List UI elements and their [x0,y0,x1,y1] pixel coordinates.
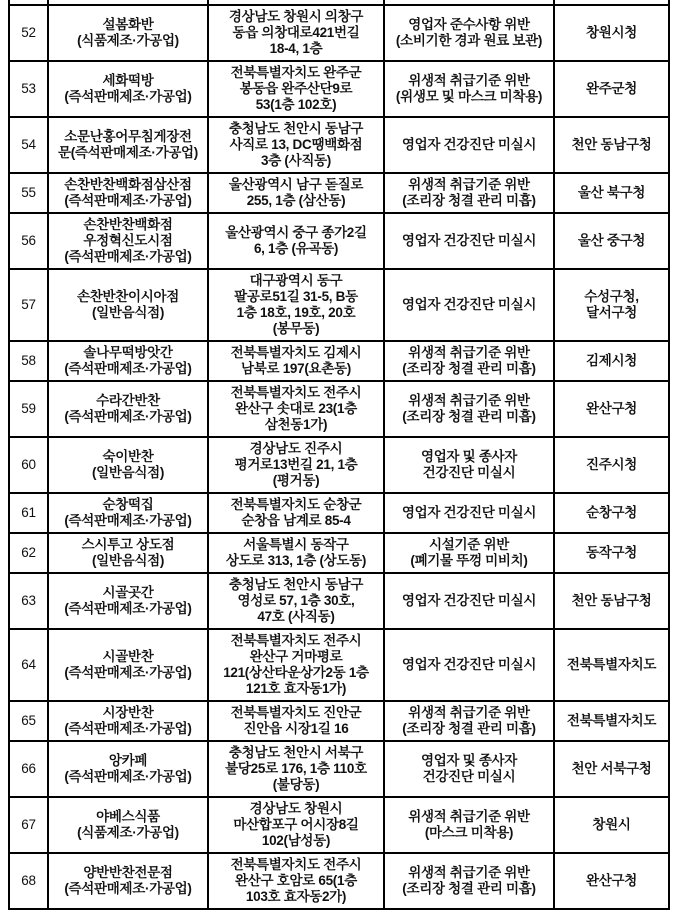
address-cell-line: 완산구 호암로 65(1층 [235,873,357,888]
violation-cell-line: (조리장 청결 관리 미흡) [402,193,536,208]
business-name-cell-line: (일반음식점) [91,465,165,480]
business-name-cell [48,533,208,573]
address-cell-line: 전북특별자치도 순창군 [230,497,362,512]
violation-cell [384,573,554,629]
address-cell [208,269,384,341]
violation-cell-line: 영업자 건강진단 미실시 [401,505,537,520]
agency-cell [554,853,669,909]
business-name-cell-line: (즉석판매제조·가공업) [64,513,192,528]
address-cell-line: 255, 1층 (삼산동) [246,193,346,208]
table-row [9,381,669,437]
address-cell-line: 울산광역시 남구 돋질로 [228,177,364,192]
business-name-cell [48,61,208,117]
business-name-cell-line: (즉석판매제조·가공업) [64,769,192,784]
business-name-cell-line: 설봄화반 [102,17,154,32]
violation-cell [384,61,554,117]
violation-cell-line: 영업자 건강진단 미실시 [401,297,537,312]
violation-cell-line: 영업자 건강진단 미실시 [401,137,537,152]
address-cell-line: 충청남도 천안시 서북구 [228,745,364,760]
address-cell-line: 순창읍 남계로 85-4 [241,513,351,528]
business-name-cell-line: (일반음식점) [91,553,165,568]
address-cell-line: 완산구 거마평로 [249,649,343,664]
row-number: 60 [9,437,48,493]
address-cell-line: 전북특별자치도 전주시 [230,385,362,400]
business-name-cell-line: 손찬반찬이시아점 [77,289,179,304]
violation-cell [384,341,554,381]
violation-cell-line: (조리장 청결 관리 미흡) [402,721,536,736]
violation-cell [384,797,554,853]
violation-cell-line: (폐기물 뚜껑 미비치) [410,553,528,568]
table-row [9,741,669,797]
business-name-cell [48,853,208,909]
table-row [9,573,669,629]
table-row [9,797,669,853]
address-cell [208,701,384,741]
address-cell-line: (봉무동) [272,321,320,336]
business-name-cell-line: 소문난홍어무침게장전 [64,129,192,144]
violation-cell [384,117,554,173]
address-cell-line: 경상남도 창원시 의창구 [228,9,364,24]
address-cell-line: 53(1층 102호) [255,97,337,112]
address-cell [208,797,384,853]
business-name-cell-line: (즉석판매제조·가공업) [64,665,192,680]
address-cell-line: 봉동읍 완주산단9로 [239,81,353,96]
address-cell-line: 121(상산타운상가2동 1층 [223,665,369,680]
business-name-cell-line: 양반반찬전문점 [83,865,173,880]
row-number: 61 [9,493,48,533]
address-cell-line: 경상남도 창원시 [249,801,343,816]
agency-cell [554,269,669,341]
address-cell-line: 전북특별자치도 전주시 [230,633,362,648]
row-number: 52 [9,5,48,61]
address-cell [208,173,384,213]
agency-cell [554,701,669,741]
business-name-cell-line: 시골반찬 [102,649,154,664]
business-name-cell-line: (즉석판매제조·가공업) [64,721,192,736]
agency-cell [554,741,669,797]
business-name-cell-line: (즉석판매제조·가공업) [64,249,192,264]
violation-cell [384,5,554,61]
address-cell-line: 서울특별시 동작구 [243,537,349,552]
business-name-cell [48,437,208,493]
violation-cell [384,701,554,741]
violation-cell [384,381,554,437]
address-cell-line: 47호 (사직동) [257,609,335,624]
violation-cell-line: (위생모 및 마스크 미착용) [395,89,543,104]
agency-cell [554,381,669,437]
business-name-cell-line: 순창떡집 [102,497,154,512]
address-cell-line: 121호 효자동1가) [245,681,347,696]
address-cell [208,533,384,573]
business-name-cell-line: 앙카페 [108,753,148,768]
business-name-cell-line: 손찬반찬백화점삼산점 [64,177,192,192]
violation-cell-line: 영업자 건강진단 미실시 [401,233,537,248]
agency-cell-line: 천안 동남구청 [571,137,652,152]
address-cell-line: 전북특별자치도 완주군 [230,65,362,80]
address-cell-line: 팔공로51길 31-5, B동 [234,289,358,304]
address-cell-line: 전북특별자치도 김제시 [230,345,362,360]
business-name-cell-line: (즉석판매제조·가공업) [64,409,192,424]
business-name-cell [48,629,208,701]
row-number: 68 [9,853,48,909]
address-cell [208,341,384,381]
row-number: 67 [9,797,48,853]
table-row [9,853,669,909]
agency-cell-line: 전북특별자치도 [566,713,657,728]
violation-cell-line: 위생적 취급기준 위반 [408,345,530,360]
address-cell [208,573,384,629]
address-cell-line: 완산구 솟대로 23(1층 [235,401,357,416]
address-cell-line: 전북특별자치도 전주시 [230,857,362,872]
row-number: 65 [9,701,48,741]
agency-cell-line: 천안 서북구청 [571,761,652,776]
business-name-cell-line: (즉석판매제조·가공업) [64,361,192,376]
table-row [9,269,669,341]
violation-cell [384,437,554,493]
agency-cell [554,213,669,269]
business-name-cell-line: (즉석판매제조·가공업) [64,89,192,104]
address-cell-line: 마산합포구 어시장8길 [233,817,359,832]
agency-cell-line: 울산 중구청 [577,233,646,248]
business-name-cell-line: 스시투고 상도점 [81,537,175,552]
agency-cell-line: 창원시 [592,817,631,832]
business-name-cell-line: (즉석판매제조·가공업) [64,193,192,208]
table-row [9,533,669,573]
violation-cell [384,853,554,909]
agency-cell [554,117,669,173]
address-cell [208,5,384,61]
address-cell [208,381,384,437]
business-name-cell-line: 세화떡방 [102,73,154,88]
table-row [9,701,669,741]
violation-cell-line: 위생적 취급기준 위반 [408,809,530,824]
violation-cell-line: 위생적 취급기준 위반 [408,177,530,192]
violation-cell-line: 위생적 취급기준 위반 [408,705,530,720]
violation-cell-line: 영업자 및 종사자 [420,449,518,464]
address-cell-line: 평거로13번길 21, 1층 [234,457,358,472]
table-row [9,493,669,533]
row-number: 66 [9,741,48,797]
address-cell [208,493,384,533]
business-name-cell [48,797,208,853]
agency-cell-line: 진주시청 [586,457,637,472]
business-name-cell-line: 숙이반찬 [102,449,154,464]
row-number: 63 [9,573,48,629]
business-name-cell-line: 야베스식품 [96,809,160,824]
violation-cell [384,173,554,213]
row-number: 56 [9,213,48,269]
violation-cell [384,629,554,701]
address-cell [208,437,384,493]
address-cell [208,213,384,269]
violations-table-body [9,0,669,909]
agency-cell-line: 김제시청 [586,353,637,368]
table-row [9,5,669,61]
address-cell-line: 남북로 197(요촌동) [241,361,351,376]
violation-cell-line: (조리장 청결 관리 미흡) [402,881,536,896]
address-cell [208,741,384,797]
business-name-cell [48,5,208,61]
address-cell [208,629,384,701]
violation-cell-line: 영업자 준수사항 위반 [408,17,530,32]
row-number: 53 [9,61,48,117]
violation-cell-line: (마스크 미착용) [424,825,514,840]
table-row [9,213,669,269]
agency-cell [554,173,669,213]
address-cell-line: 전북특별자치도 진안군 [230,705,362,720]
business-name-cell [48,573,208,629]
violation-cell [384,269,554,341]
agency-cell [554,5,669,61]
business-name-cell [48,213,208,269]
table-row [9,173,669,213]
business-name-cell-line: (즉석판매제조·가공업) [64,601,192,616]
violation-cell [384,533,554,573]
violation-cell-line: 위생적 취급기준 위반 [408,73,530,88]
address-cell-line: 진안읍 시장1길 16 [243,721,349,736]
address-cell-line: 영성로 57, 1층 30호, [237,593,355,608]
agency-cell [554,573,669,629]
business-name-cell-line: (식품제조·가공업) [77,33,179,48]
table-row [9,117,669,173]
agency-cell [554,61,669,117]
row-number: 64 [9,629,48,701]
address-cell-line: 충청남도 천안시 동남구 [228,577,364,592]
address-cell-line: 동읍 의창대로421번길 [232,25,360,40]
violation-cell-line: (조리장 청결 관리 미흡) [402,409,536,424]
business-name-cell [48,117,208,173]
agency-cell [554,797,669,853]
address-cell-line: 18-4, 1층 [269,41,323,56]
violation-cell-line: 위생적 취급기준 위반 [408,393,530,408]
business-name-cell [48,269,208,341]
violation-cell-line: (조리장 청결 관리 미흡) [402,361,536,376]
address-cell-line: 상도로 313, 1층 (상도동) [225,553,367,568]
table-row [9,437,669,493]
address-cell [208,853,384,909]
business-name-cell-line: 솔나무떡방앗간 [83,345,173,360]
violation-cell [384,213,554,269]
row-number: 54 [9,117,48,173]
agency-cell [554,629,669,701]
agency-cell-line: 천안 동남구청 [571,593,652,608]
agency-cell-line: 달서구청 [586,305,637,320]
violation-cell-line: 건강진단 미실시 [422,769,516,784]
address-cell-line: 3층 (사직동) [260,153,331,168]
agency-cell [554,341,669,381]
business-name-cell [48,341,208,381]
business-name-cell-line: 손찬반찬백화점 [83,217,173,232]
address-cell [208,61,384,117]
violations-table [8,0,670,910]
violation-cell-line: (소비기한 경과 원료 보관) [395,33,543,48]
row-number: 57 [9,269,48,341]
address-cell [208,117,384,173]
address-cell-line: (불당동) [272,777,320,792]
violation-cell-line: 영업자 건강진단 미실시 [401,657,537,672]
business-name-cell-line: 문(즉석판매제조·가공업) [58,145,198,160]
agency-cell [554,437,669,493]
address-cell-line: 1층 18호, 19호, 20호 [236,305,356,320]
address-cell-line: 대구광역시 동구 [249,273,343,288]
business-name-cell-line: 수라간반찬 [96,393,160,408]
business-name-cell [48,493,208,533]
address-cell-line: 103호 효자동2가) [245,889,347,904]
address-cell-line: 삼천동1가) [264,417,328,432]
business-name-cell [48,741,208,797]
row-number: 62 [9,533,48,573]
business-name-cell-line: (즉석판매제조·가공업) [64,881,192,896]
violation-cell-line: 영업자 및 종사자 [420,753,518,768]
business-name-cell-line: 시골곳간 [102,585,154,600]
row-number: 55 [9,173,48,213]
business-name-cell-line: (일반음식점) [91,305,165,320]
violation-cell-line: 건강진단 미실시 [422,465,516,480]
violation-cell-line: 위생적 취급기준 위반 [408,865,530,880]
business-name-cell-line: 우정혁신도시점 [83,233,173,248]
business-name-cell-line: 시장반찬 [102,705,154,720]
violation-cell-line: 영업자 건강진단 미실시 [401,593,537,608]
agency-cell-line: 순창구청 [586,505,637,520]
violation-cell [384,493,554,533]
agency-cell-line: 완주군청 [586,81,637,96]
address-cell-line: 울산광역시 중구 종가2길 [225,225,367,240]
agency-cell-line: 울산 북구청 [577,185,646,200]
agency-cell [554,533,669,573]
address-cell-line: 충청남도 천안시 동남구 [228,121,364,136]
violation-cell [384,741,554,797]
row-number: 58 [9,341,48,381]
agency-cell-line: 완산구청 [586,401,637,416]
agency-cell-line: 수성구청, [584,289,639,304]
row-number: 59 [9,381,48,437]
business-name-cell-line: (식품제조·가공업) [77,825,179,840]
table-row [9,61,669,117]
business-name-cell [48,701,208,741]
agency-cell-line: 창원시청 [586,25,637,40]
agency-cell-line: 동작구청 [586,545,637,560]
table-row [9,629,669,701]
address-cell-line: 불당25로 176, 1층 110호 [225,761,367,776]
address-cell-line: 102(남성동) [261,833,331,848]
address-cell-line: (평거동) [272,473,320,488]
address-cell-line: 사직로 13, DC땡백화점 [229,137,363,152]
address-cell-line: 6, 1층 (유곡동) [253,241,339,256]
agency-cell-line: 전북특별자치도 [566,657,657,672]
business-name-cell [48,381,208,437]
address-cell-line: 경상남도 진주시 [249,441,343,456]
violation-cell-line: 시설기준 위반 [429,537,509,552]
business-name-cell [48,173,208,213]
table-row [9,341,669,381]
agency-cell-line: 완산구청 [586,873,637,888]
agency-cell [554,493,669,533]
